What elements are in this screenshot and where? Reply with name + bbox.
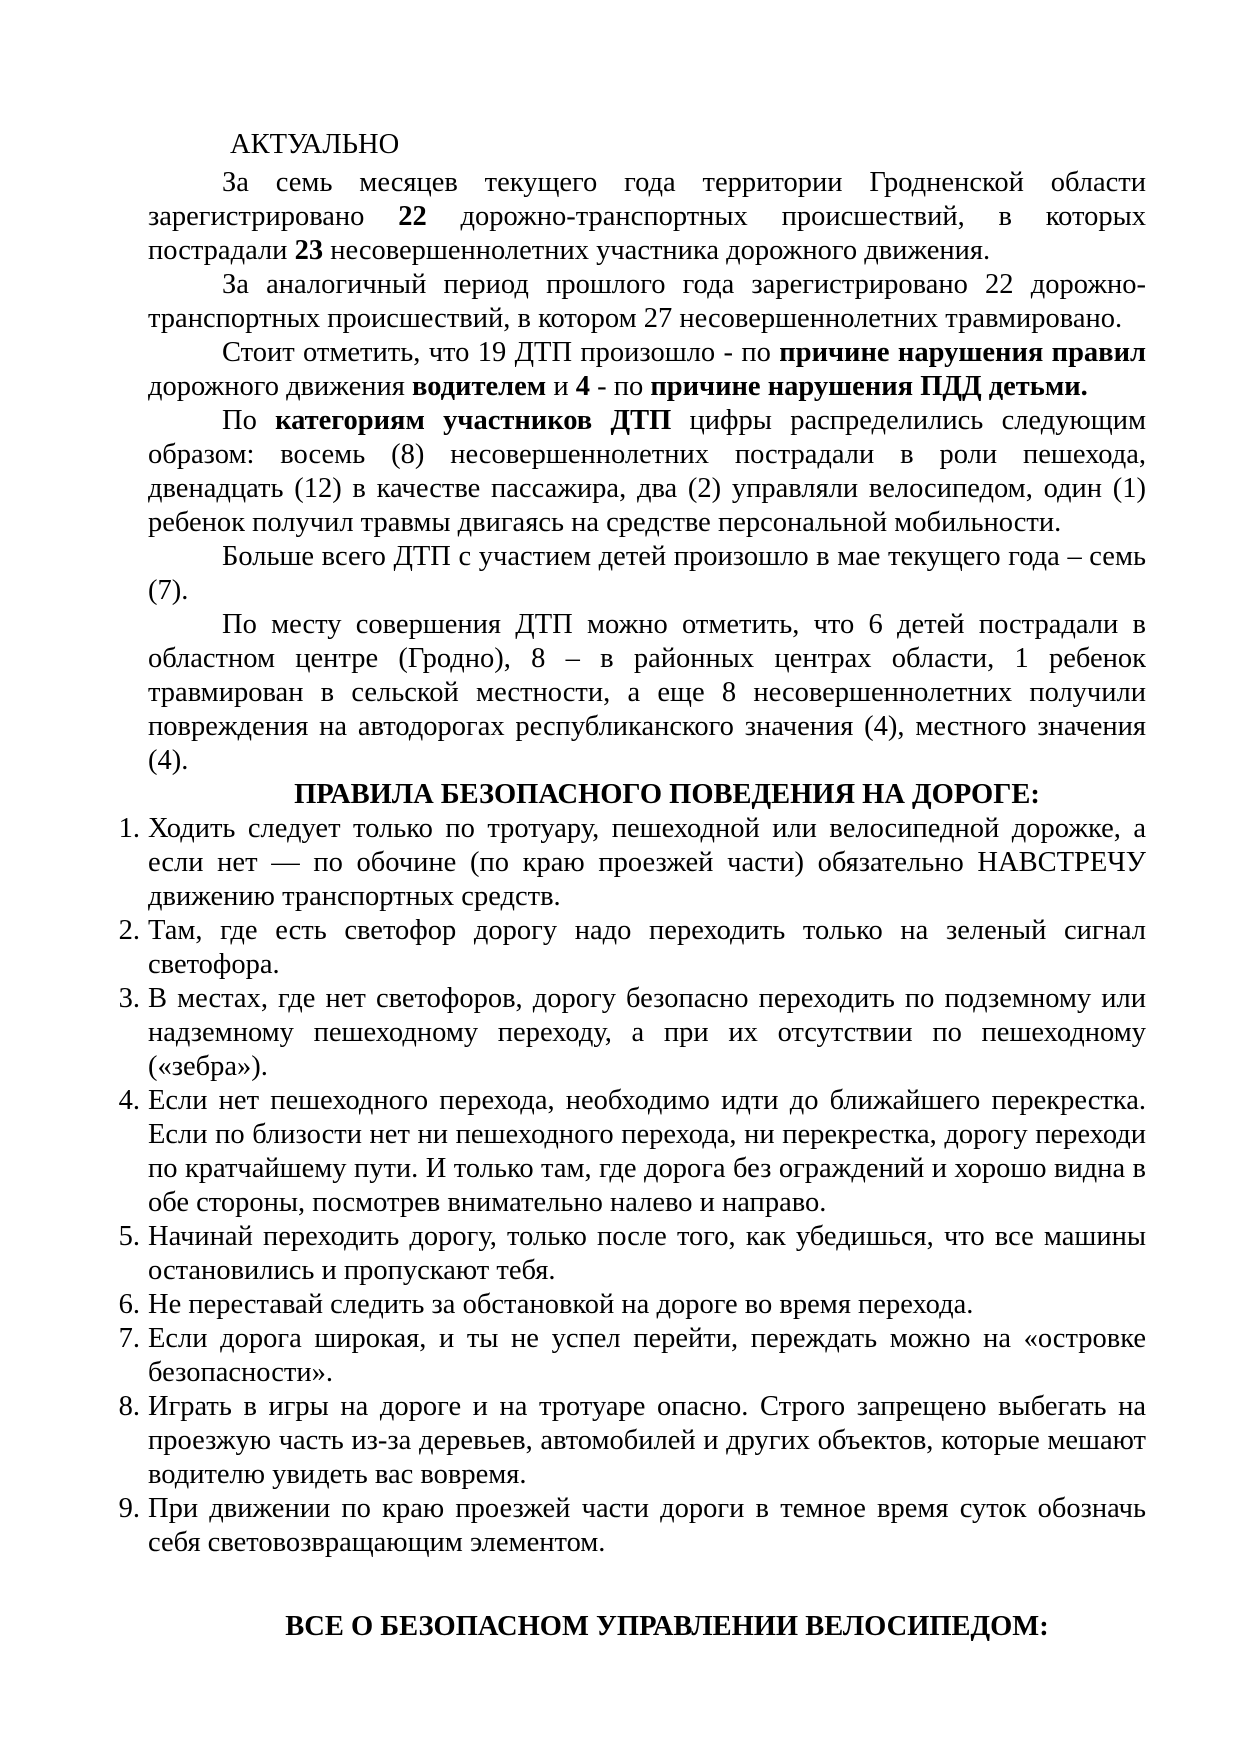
- rule-number: 8.: [118, 1391, 140, 1422]
- rule-text: Начинай переходить дорогу, только после того, как убедишься, что все машины остановились и пропускают тебя.: [148, 1221, 1146, 1286]
- text-run: Стоит отметить, что 19 ДТП произошло - по: [222, 337, 780, 368]
- rule-number: 1.: [118, 813, 140, 844]
- body-paragraph: [148, 540, 1146, 608]
- text-run: - по: [589, 371, 651, 402]
- text-run: За семь месяцев текущего года территории Гродненской области зарегистрировано: [148, 167, 1146, 232]
- rule-number: 7.: [118, 1323, 140, 1354]
- rule-item: [118, 982, 1146, 1084]
- rule-item: [118, 1084, 1146, 1220]
- rule-number: 2.: [118, 915, 140, 946]
- text-run: Больше всего ДТП с участием детей произошло в мае текущего года – семь (7).: [148, 541, 1146, 606]
- text-run: По месту совершения ДТП можно отметить, что 6 детей пострадали в областном центре (Гродно), 8 – в районных центрах области, 1 ребенок травмирован в сельской местности, а еще 8 несовершеннолетних получили повреждения на автодорогах республиканского значения (4), местного значения (4).: [148, 609, 1146, 776]
- text-run: По: [222, 405, 276, 436]
- rules-title: ПРАВИЛА БЕЗОПАСНОГО ПОВЕДЕНИЯ НА ДОРОГЕ:: [294, 779, 1040, 810]
- text-run: дорожно-транспортных происшествий, в которых пострадали: [148, 201, 1146, 266]
- rule-item: [118, 1288, 1146, 1322]
- bold-text-run: 4: [575, 371, 590, 402]
- rule-item: [118, 812, 1146, 914]
- text-run: и: [546, 371, 576, 402]
- text-run: несовершеннолетних участника дорожного движения.: [323, 235, 991, 266]
- bold-text-run: 23: [294, 235, 324, 266]
- bold-text-run: причине нарушения правил: [779, 337, 1146, 368]
- bold-text-run: водителем: [412, 371, 547, 402]
- text-run: дорожного движения: [148, 371, 413, 402]
- bold-text-run: категориям участников ДТП: [275, 405, 672, 436]
- rules-list: [118, 812, 1146, 1560]
- rule-item: [118, 1322, 1146, 1390]
- rule-number: 6.: [118, 1289, 140, 1320]
- rule-item: [118, 1220, 1146, 1288]
- bold-text-run: причине нарушения ПДД детьми.: [650, 371, 1088, 402]
- text-run: цифры распределились следующим образом: восемь (8) несовершеннолетних пострадали в роли пешехода, двенадцать (12) в качестве пассажира, два (2) управляли велосипедом, один (1) ребенок получил травмы двигаясь на средстве персональной мобильности.: [148, 405, 1146, 538]
- rule-text: Если нет пешеходного перехода, необходимо идти до ближайшего перекрестка. Если по близости нет ни пешеходного перехода, ни перекрестка, дорогу переходи по кратчайшему пути. И только там, где дорога без ограждений и хорошо видна в обе стороны, посмотрев внимательно налево и направо.: [148, 1085, 1146, 1218]
- rule-text: В местах, где нет светофоров, дорогу безопасно переходить по подземному или надземному пешеходному переходу, а при их отсутствии по пешеходному («зебра»).: [148, 983, 1146, 1082]
- rule-text: Там, где есть светофор дорогу надо переходить только на зеленый сигнал светофора.: [148, 915, 1146, 980]
- rule-number: 4.: [118, 1085, 140, 1116]
- bicycle-section-title: ВСЕ О БЕЗОПАСНОМ УПРАВЛЕНИИ ВЕЛОСИПЕДОМ:: [285, 1611, 1049, 1642]
- body-paragraph: [148, 404, 1146, 540]
- rule-text: Играть в игры на дороге и на тротуаре опасно. Строго запрещено выбегать на проезжую часть из-за деревьев, автомобилей и других объектов, которые мешают водителю увидеть вас вовремя.: [148, 1391, 1146, 1490]
- document-heading: АКТУАЛЬНО: [230, 129, 400, 160]
- rule-text: Не переставай следить за обстановкой на дороге во время перехода.: [148, 1289, 974, 1320]
- body-paragraph: [148, 268, 1146, 336]
- rule-item: [118, 1492, 1146, 1560]
- body-paragraph: [148, 166, 1146, 268]
- text-run: За аналогичный период прошлого года зарегистрировано 22 дорожно-транспортных происшествий, в котором 27 несовершеннолетних травмировано.: [148, 269, 1146, 334]
- body-paragraph: [148, 336, 1146, 404]
- body-paragraphs: [148, 166, 1146, 778]
- rule-text: Если дорога широкая, и ты не успел перейти, переждать можно на «островке безопасности».: [148, 1323, 1146, 1388]
- body-paragraph: [148, 608, 1146, 778]
- rule-item: [118, 914, 1146, 982]
- rule-number: 3.: [118, 983, 140, 1014]
- rule-number: 9.: [118, 1493, 140, 1524]
- rule-number: 5.: [118, 1221, 140, 1252]
- rule-text: При движении по краю проезжей части дороги в темное время суток обозначь себя световозвращающим элементом.: [148, 1493, 1146, 1558]
- rule-item: [118, 1390, 1146, 1492]
- bold-text-run: 22: [398, 201, 427, 232]
- rule-text: Ходить следует только по тротуару, пешеходной или велосипедной дорожке, а если нет — по обочине (по краю проезжей части) обязательно НАВСТРЕЧУ движению транспортных средств.: [148, 813, 1146, 912]
- document-page: [118, 128, 1146, 1644]
